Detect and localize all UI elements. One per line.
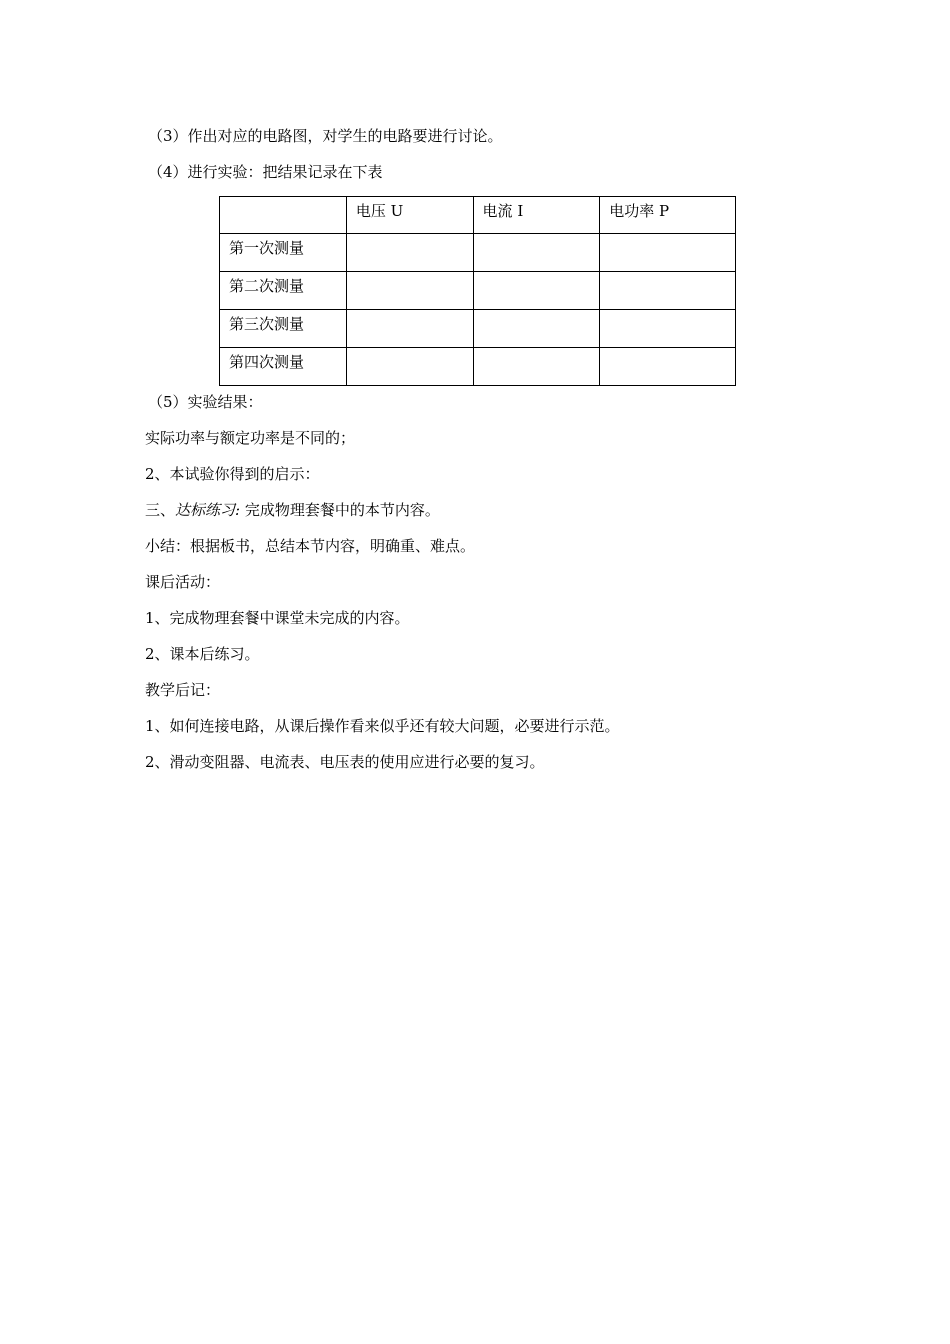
measurement-table [219,196,736,386]
table-cell [346,272,473,310]
summary-text: 小结：根据板书，总结本节内容，明确重、难点。 [145,537,476,555]
table-cell [473,310,600,348]
table-row [220,234,736,272]
table-cell [600,234,736,272]
table-cell [473,348,600,386]
row-label: 第四次测量 [220,348,347,386]
table-header-cell [220,197,347,234]
table-cell [600,310,736,348]
step-5-text: （5）实验结果： [148,393,263,411]
insight-text: 2、本试验你得到的启示： [145,465,320,483]
table-header-cell: 电压 U [346,197,473,234]
table-cell [600,272,736,310]
row-label: 第三次测量 [220,310,347,348]
table-header-cell: 电流 I [473,197,600,234]
table-row [220,310,736,348]
practice-text: 完成物理套餐中的本节内容。 [240,501,440,519]
table-row [220,272,736,310]
after-class-item-2: 2、课本后练习。 [145,645,260,663]
table-cell [346,234,473,272]
table-cell [473,234,600,272]
table-header-row [220,197,736,234]
notes-item-2: 2、滑动变阻器、电流表、电压表的使用应进行必要的复习。 [145,753,545,771]
row-label: 第二次测量 [220,272,347,310]
table-cell [346,348,473,386]
table-cell [600,348,736,386]
table-header-cell: 电功率 P [600,197,736,234]
after-class-heading: 课后活动： [145,573,221,591]
table-row [220,348,736,386]
after-class-item-1: 1、完成物理套餐中课堂未完成的内容。 [145,609,410,627]
notes-item-1: 1、如何连接电路，从课后操作看来似乎还有较大问题，必要进行示范。 [145,717,620,735]
step-4-text: （4）进行实验：把结果记录在下表 [148,163,383,181]
table-cell [473,272,600,310]
practice-prefix: 三、 [145,501,176,519]
practice-line [145,500,440,520]
result-text: 实际功率与额定功率是不同的； [145,429,356,447]
step-3-text: （3）作出对应的电路图，对学生的电路要进行讨论。 [148,127,503,145]
row-label: 第一次测量 [220,234,347,272]
table-cell [346,310,473,348]
practice-title: 达标练习: [175,501,241,519]
notes-heading: 教学后记： [145,681,221,699]
